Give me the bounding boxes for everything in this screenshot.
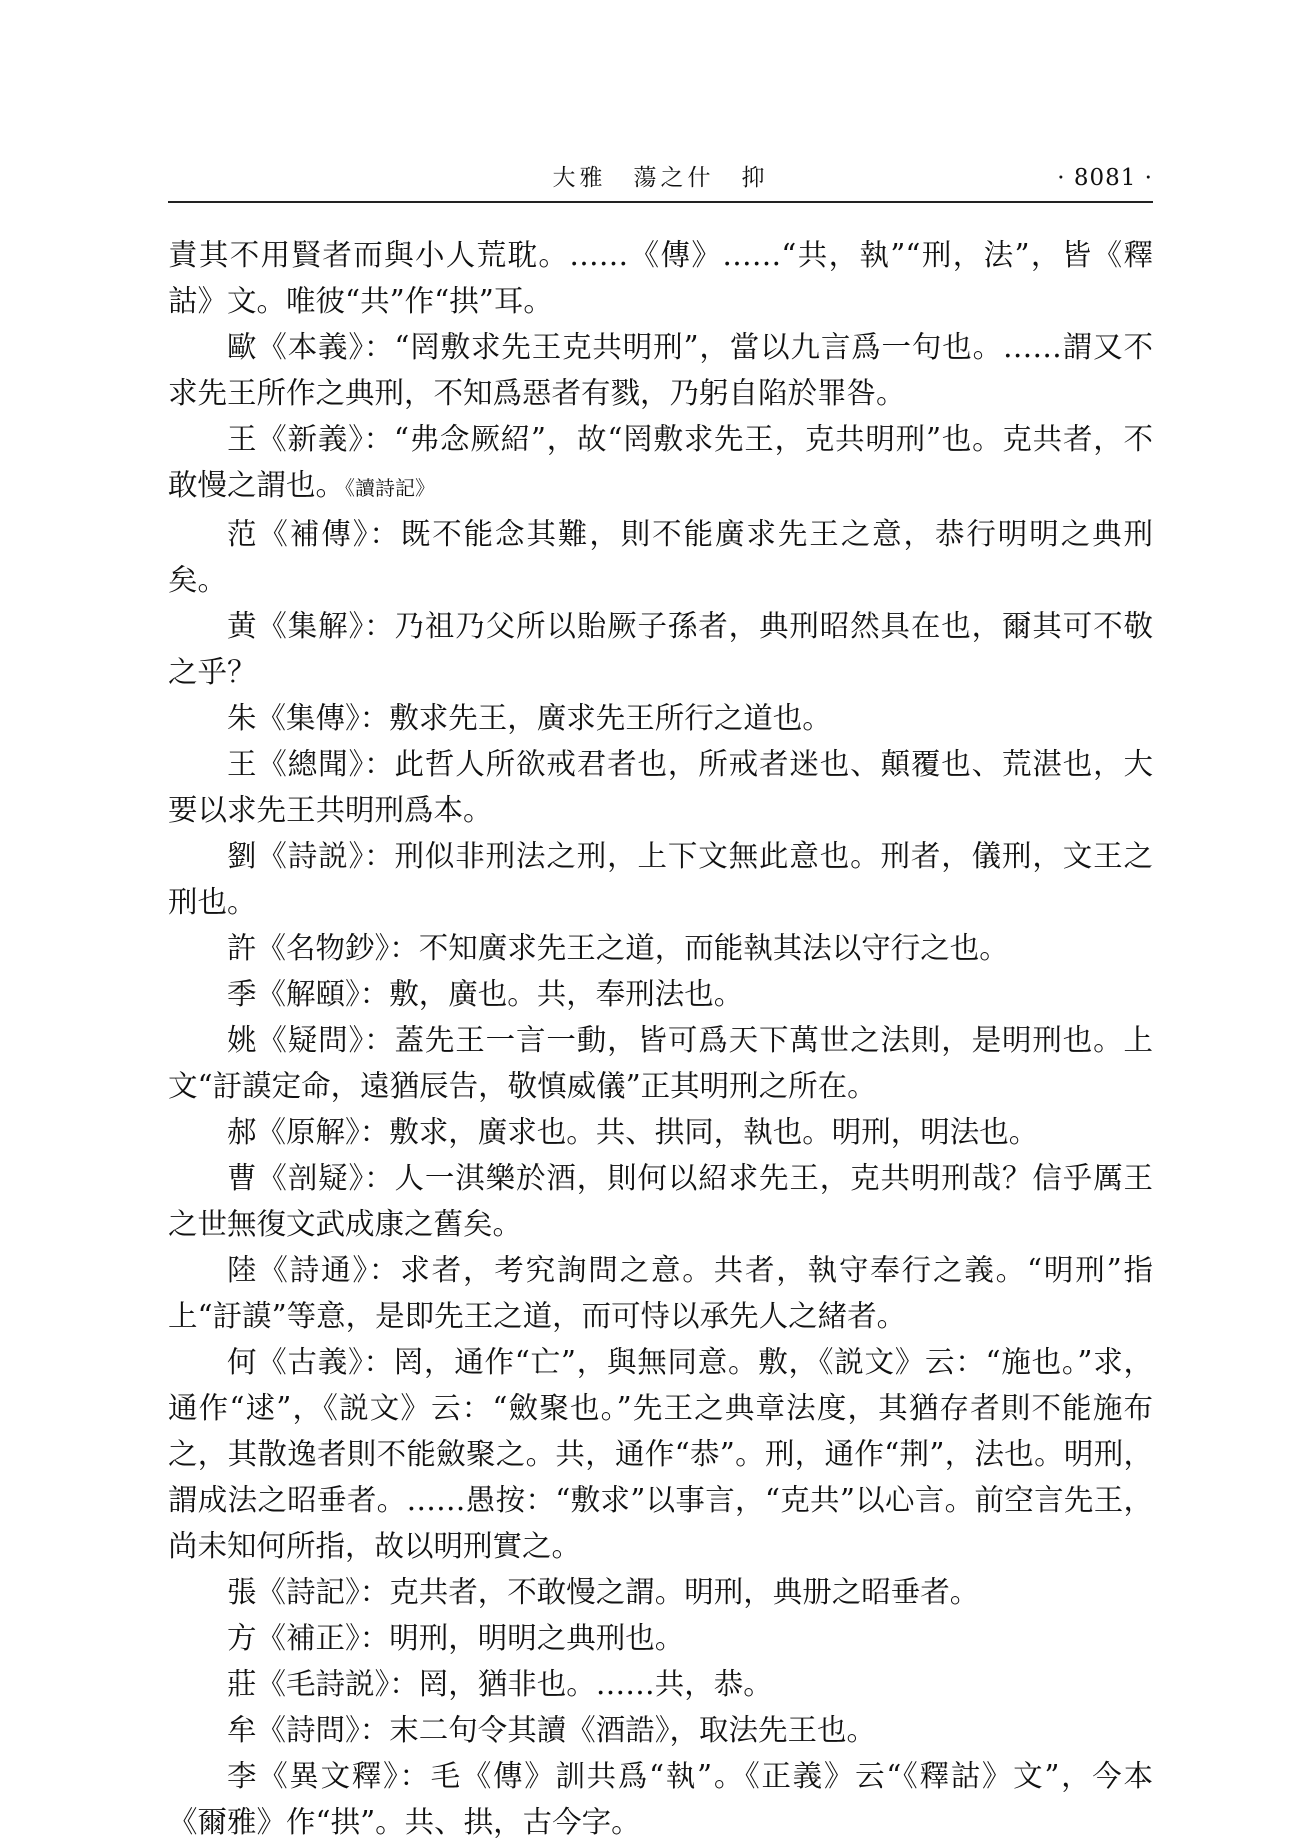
- paragraph-text: 許《名物鈔》：不知廣求先王之道，而能執其法以守行之也。: [227, 931, 1009, 965]
- source-note: 《讀詩記》: [345, 476, 436, 500]
- paragraph-text: 王《總聞》：此哲人所欲戒君者也，所戒者迷也、顛覆也、荒湛也，大要以求先王共明刑爲本。: [168, 747, 1153, 827]
- commentary-paragraph: [168, 925, 1153, 971]
- commentary-paragraph: [168, 1707, 1153, 1753]
- commentary-paragraph: [168, 695, 1153, 741]
- paragraph-text: 莊《毛詩説》：罔，猶非也。……共，恭。: [227, 1667, 773, 1701]
- paragraph-text: 張《詩記》：克共者，不敢慢之謂。明刑，典册之昭垂者。: [227, 1575, 980, 1609]
- commentary-paragraph: [168, 1339, 1153, 1569]
- paragraph-text: 責其不用賢者而與小人荒耽。……《傳》……“共，執”“刑，法”，皆《釋詁》文。唯彼“共”作“拱”耳。: [168, 238, 1153, 318]
- paragraph-text: 曹《剖疑》：人一淇樂於酒，則何以紹求先王，克共明刑哉？信乎厲王之世無復文武成康之舊矣。: [168, 1161, 1153, 1241]
- commentary-paragraph: [168, 1753, 1153, 1845]
- paragraph-text: 姚《疑問》：蓋先王一言一動，皆可爲天下萬世之法則，是明刑也。上文“訏謨定命，遠猶辰告，敬慎威儀”正其明刑之所在。: [168, 1023, 1153, 1103]
- commentary-paragraph: [168, 324, 1153, 416]
- paragraph-text: 何《古義》：罔，通作“亡”，與無同意。敷，《説文》云：“施也。”求，通作“逑”，《説文》云：“斂聚也。”先王之典章法度，其猶存者則不能施布之，其散逸者則不能斂聚之。共，通作“恭”。刑，通作“荆”，法也。明刑，謂成法之昭垂者。……愚按：“敷求”以事言，“克共”以心言。前空言先王，尚未知何所指，故以明刑實之。: [168, 1345, 1153, 1563]
- header-rule: [168, 201, 1153, 203]
- commentary-paragraph: [168, 232, 1153, 324]
- commentary-paragraph: [168, 1615, 1153, 1661]
- paragraph-text: 朱《集傳》：敷求先王，廣求先王所行之道也。: [227, 701, 832, 735]
- paragraph-text: 方《補正》：明刑，明明之典刑也。: [227, 1621, 685, 1655]
- paragraph-text: 黄《集解》：乃祖乃父所以貽厥子孫者，典刑昭然具在也，爾其可不敬之乎？: [168, 609, 1153, 689]
- paragraph-text: 李《異文釋》：毛《傳》訓共爲“執”。《正義》云“《釋詁》文”，今本《爾雅》作“拱”。共、拱，古今字。: [168, 1759, 1153, 1839]
- commentary-paragraph: [168, 603, 1153, 695]
- running-head: [168, 160, 1153, 196]
- commentary-paragraph: [168, 971, 1153, 1017]
- paragraph-text: 歐《本義》：“罔敷求先王克共明刑”，當以九言爲一句也。……謂又不求先王所作之典刑，不知爲惡者有戮，乃躬自陷於罪咎。: [168, 330, 1153, 410]
- paragraph-text: 牟《詩問》：末二句令其讀《酒誥》，取法先王也。: [227, 1713, 877, 1747]
- commentary-paragraph: [168, 416, 1153, 511]
- body-text: [168, 232, 1153, 1845]
- commentary-paragraph: [168, 1247, 1153, 1339]
- paragraph-text: 范《補傳》：既不能念其難，則不能廣求先王之意，恭行明明之典刑矣。: [168, 517, 1153, 597]
- commentary-paragraph: [168, 1661, 1153, 1707]
- running-title: 大雅 蕩之什 抑: [552, 165, 769, 191]
- commentary-paragraph: [168, 833, 1153, 925]
- commentary-paragraph: [168, 1109, 1153, 1155]
- paragraph-text: 郝《原解》：敷求，廣求也。共、拱同，執也。明刑，明法也。: [227, 1115, 1039, 1149]
- paragraph-text: 陸《詩通》：求者，考究詢問之意。共者，執守奉行之義。“明刑”指上“訏謨”等意，是即先王之道，而可恃以承先人之緒者。: [168, 1253, 1153, 1333]
- page-number: · 8081 ·: [1057, 165, 1153, 191]
- paragraph-text: 王《新義》：“弗念厥紹”，故“罔敷求先王，克共明刑”也。克共者，不敢慢之謂也。: [168, 422, 1153, 502]
- commentary-paragraph: [168, 511, 1153, 603]
- commentary-paragraph: [168, 1569, 1153, 1615]
- commentary-paragraph: [168, 1155, 1153, 1247]
- paragraph-text: 季《解頤》：敷，廣也。共，奉刑法也。: [227, 977, 744, 1011]
- paragraph-text: 劉《詩説》：刑似非刑法之刑，上下文無此意也。刑者，儀刑，文王之刑也。: [168, 839, 1153, 919]
- commentary-paragraph: [168, 1017, 1153, 1109]
- commentary-paragraph: [168, 741, 1153, 833]
